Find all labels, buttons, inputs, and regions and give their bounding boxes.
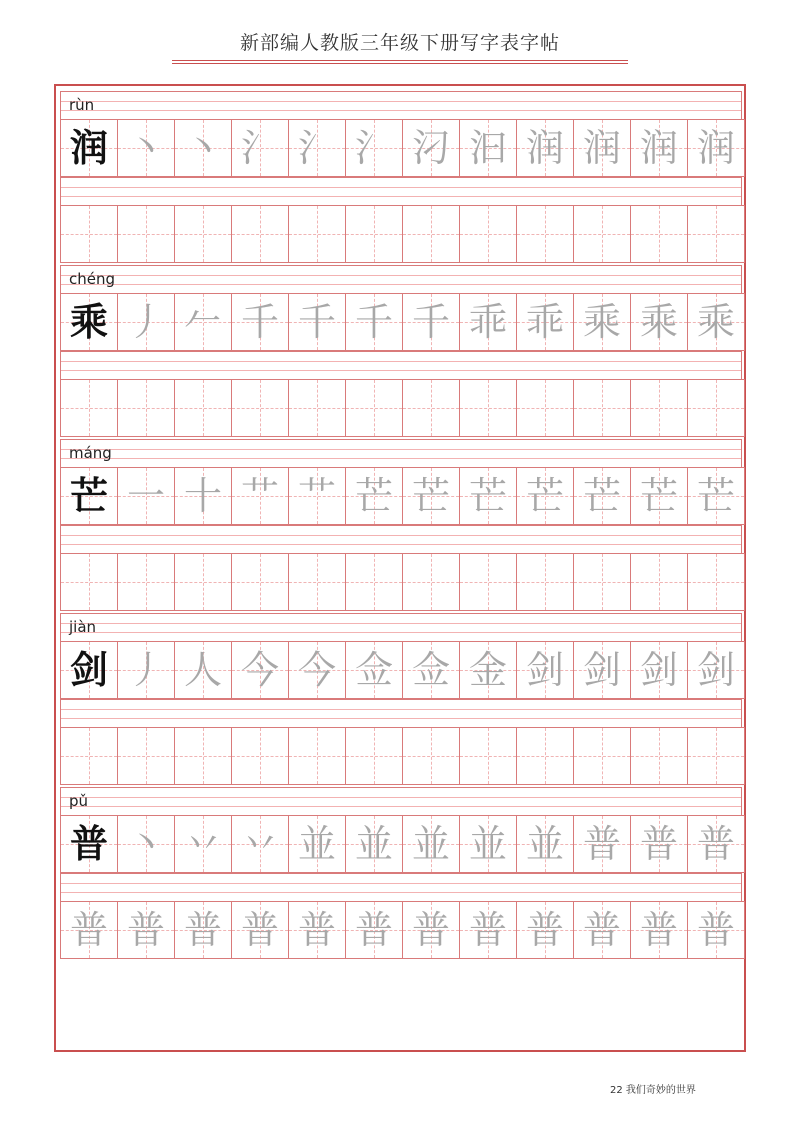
practice-cell[interactable]	[459, 727, 517, 785]
stroke-step-cell	[174, 293, 232, 351]
practice-row	[60, 379, 745, 437]
model-character: 芒	[69, 473, 108, 518]
practice-cell[interactable]	[60, 379, 118, 437]
stroke-step: 氵	[354, 126, 393, 170]
practice-cell[interactable]	[174, 901, 232, 959]
character-block	[60, 265, 742, 439]
stroke-step: 千	[354, 300, 393, 344]
stroke-step: 丷	[240, 822, 279, 866]
stroke-step-cell	[345, 293, 403, 351]
stroke-step: 並	[411, 822, 450, 866]
practice-row	[60, 205, 745, 263]
stroke-step-cell	[345, 119, 403, 177]
stroke-step: 剑	[582, 648, 621, 692]
practice-grid	[60, 91, 742, 961]
practice-cell[interactable]	[630, 379, 688, 437]
practice-cell[interactable]	[174, 379, 232, 437]
practice-cell[interactable]	[117, 727, 175, 785]
stroke-step: 芒	[582, 474, 621, 518]
stroke-step-cell	[402, 293, 460, 351]
trace-character: 普	[582, 908, 621, 952]
stroke-step: 芒	[525, 474, 564, 518]
stroke-step: 今	[240, 648, 279, 692]
practice-cell[interactable]	[687, 379, 745, 437]
practice-cell[interactable]	[60, 553, 118, 611]
stroke-step: 润	[582, 126, 621, 170]
model-character-cell	[60, 119, 118, 177]
stroke-step: 剑	[639, 648, 678, 692]
stroke-step-cell	[345, 641, 403, 699]
stroke-step: 芒	[696, 474, 735, 518]
stroke-step-cell	[345, 467, 403, 525]
practice-cell[interactable]	[231, 205, 289, 263]
stroke-step-cell	[402, 119, 460, 177]
stroke-step: 𠂉	[183, 300, 222, 344]
stroke-step: 剑	[525, 648, 564, 692]
stroke-step: 乖	[468, 300, 507, 344]
trace-character: 普	[183, 908, 222, 952]
handwriting-band	[60, 699, 742, 728]
practice-cell[interactable]	[516, 901, 574, 959]
practice-cell[interactable]	[516, 205, 574, 263]
stroke-step: 一	[126, 474, 165, 518]
practice-cell[interactable]	[516, 379, 574, 437]
stroke-step: 汈	[411, 126, 450, 170]
stroke-step: 芒	[354, 474, 393, 518]
stroke-step: 今	[297, 648, 336, 692]
stroke-step-cell	[630, 815, 688, 873]
practice-cell[interactable]	[117, 205, 175, 263]
practice-cell[interactable]	[402, 379, 460, 437]
practice-cell[interactable]	[345, 379, 403, 437]
stroke-step: 润	[525, 126, 564, 170]
stroke-step-cell	[231, 119, 289, 177]
page-title: 新部编人教版三年级下册写字表字帖	[239, 32, 560, 54]
practice-cell[interactable]	[345, 901, 403, 959]
stroke-order-row	[60, 119, 745, 177]
practice-cell[interactable]	[402, 205, 460, 263]
stroke-step: 千	[297, 300, 336, 344]
character-block	[60, 91, 742, 265]
stroke-step: 十	[183, 474, 222, 518]
practice-cell[interactable]	[687, 901, 745, 959]
stroke-step-cell	[459, 815, 517, 873]
stroke-step-cell	[117, 119, 175, 177]
stroke-step-cell	[687, 641, 745, 699]
practice-cell[interactable]	[630, 205, 688, 263]
model-character-cell	[60, 815, 118, 873]
stroke-step: 乘	[639, 300, 678, 344]
stroke-step-cell	[573, 293, 631, 351]
stroke-step: 乖	[525, 300, 564, 344]
page-footer: 22 我们奇妙的世界	[610, 1085, 696, 1096]
practice-cell[interactable]	[459, 553, 517, 611]
stroke-step-cell	[573, 467, 631, 525]
stroke-step-cell	[459, 119, 517, 177]
handwriting-band	[60, 177, 742, 206]
trace-character: 普	[297, 908, 336, 952]
practice-cell[interactable]	[174, 205, 232, 263]
practice-cell[interactable]	[630, 901, 688, 959]
stroke-step-cell	[174, 467, 232, 525]
practice-cell[interactable]	[630, 727, 688, 785]
stroke-step-cell	[630, 467, 688, 525]
stroke-step-cell	[459, 293, 517, 351]
stroke-step: 芒	[468, 474, 507, 518]
stroke-step-cell	[174, 119, 232, 177]
trace-character: 普	[240, 908, 279, 952]
practice-cell[interactable]	[60, 727, 118, 785]
stroke-step-cell	[231, 293, 289, 351]
practice-cell[interactable]	[117, 553, 175, 611]
trace-character: 普	[468, 908, 507, 952]
stroke-step: 艹	[240, 474, 279, 518]
stroke-step: 丷	[183, 822, 222, 866]
practice-cell[interactable]	[60, 901, 118, 959]
stroke-step-cell	[459, 641, 517, 699]
practice-cell[interactable]	[573, 379, 631, 437]
stroke-order-row	[60, 815, 745, 873]
practice-cell[interactable]	[117, 901, 175, 959]
stroke-step-cell	[687, 119, 745, 177]
practice-cell[interactable]	[345, 205, 403, 263]
practice-cell[interactable]	[516, 553, 574, 611]
stroke-step-cell	[516, 641, 574, 699]
stroke-step: 氵	[240, 126, 279, 170]
handwriting-band	[60, 525, 742, 554]
stroke-step: 普	[696, 822, 735, 866]
practice-cell[interactable]	[288, 727, 346, 785]
stroke-step-cell	[231, 815, 289, 873]
trace-character: 普	[639, 908, 678, 952]
pinyin-band	[60, 91, 742, 120]
practice-cell[interactable]	[516, 727, 574, 785]
stroke-step: 普	[639, 822, 678, 866]
stroke-step: 金	[468, 648, 507, 692]
practice-cell[interactable]	[231, 379, 289, 437]
trace-character: 普	[69, 908, 108, 952]
practice-cell[interactable]	[459, 901, 517, 959]
model-character: 乘	[69, 299, 108, 344]
stroke-step-cell	[345, 815, 403, 873]
stroke-step: 佥	[411, 648, 450, 692]
stroke-step-cell	[516, 119, 574, 177]
stroke-step-cell	[516, 293, 574, 351]
practice-cell[interactable]	[174, 727, 232, 785]
stroke-step-cell	[288, 119, 346, 177]
stroke-step-cell	[573, 641, 631, 699]
practice-cell[interactable]	[117, 379, 175, 437]
stroke-step-cell	[117, 467, 175, 525]
stroke-step-cell	[117, 293, 175, 351]
stroke-order-row	[60, 641, 745, 699]
stroke-step-cell	[402, 815, 460, 873]
stroke-step-cell	[630, 293, 688, 351]
trace-character: 普	[696, 908, 735, 952]
stroke-step-cell	[402, 467, 460, 525]
stroke-step-cell	[174, 641, 232, 699]
stroke-order-row	[60, 467, 745, 525]
stroke-step: 並	[525, 822, 564, 866]
stroke-step: 乘	[582, 300, 621, 344]
model-character-cell	[60, 467, 118, 525]
title-rule-bottom	[172, 63, 628, 64]
stroke-step: 丶	[126, 822, 165, 866]
stroke-step-cell	[288, 641, 346, 699]
title-rule-top	[172, 60, 628, 61]
pinyin-label: jiàn	[69, 618, 97, 636]
stroke-step: 润	[696, 126, 735, 170]
practice-cell[interactable]	[573, 553, 631, 611]
practice-cell[interactable]	[288, 553, 346, 611]
stroke-step-cell	[630, 119, 688, 177]
practice-row	[60, 553, 745, 611]
practice-cell[interactable]	[288, 379, 346, 437]
model-character-cell	[60, 293, 118, 351]
stroke-step: 剑	[696, 648, 735, 692]
practice-sheet	[54, 84, 746, 1052]
practice-row	[60, 901, 745, 959]
stroke-step-cell	[288, 293, 346, 351]
practice-cell[interactable]	[231, 727, 289, 785]
practice-cell[interactable]	[231, 901, 289, 959]
stroke-step-cell	[459, 467, 517, 525]
pinyin-band	[60, 265, 742, 294]
practice-cell[interactable]	[687, 727, 745, 785]
stroke-step: 艹	[297, 474, 336, 518]
stroke-step: 汩	[468, 126, 507, 170]
practice-cell[interactable]	[402, 553, 460, 611]
stroke-step: 芒	[411, 474, 450, 518]
stroke-step: 佥	[354, 648, 393, 692]
practice-cell[interactable]	[174, 553, 232, 611]
stroke-step: 丶	[183, 126, 222, 170]
stroke-step: 丶	[126, 126, 165, 170]
practice-cell[interactable]	[402, 727, 460, 785]
trace-character: 普	[525, 908, 564, 952]
pinyin-band	[60, 787, 742, 816]
practice-cell[interactable]	[459, 379, 517, 437]
trace-character: 普	[126, 908, 165, 952]
stroke-step-cell	[117, 815, 175, 873]
stroke-step: 乘	[696, 300, 735, 344]
practice-cell[interactable]	[687, 553, 745, 611]
stroke-step: 千	[411, 300, 450, 344]
practice-cell[interactable]	[630, 553, 688, 611]
trace-character: 普	[354, 908, 393, 952]
pinyin-label: rùn	[69, 96, 95, 114]
practice-cell[interactable]	[459, 205, 517, 263]
stroke-step-cell	[687, 467, 745, 525]
practice-row	[60, 727, 745, 785]
stroke-step: 氵	[297, 126, 336, 170]
practice-cell[interactable]	[573, 727, 631, 785]
stroke-step-cell	[174, 815, 232, 873]
model-character: 剑	[69, 647, 108, 692]
stroke-step-cell	[687, 293, 745, 351]
pinyin-label: pǔ	[69, 792, 89, 810]
practice-cell[interactable]	[288, 901, 346, 959]
stroke-step: 千	[240, 300, 279, 344]
stroke-step-cell	[516, 467, 574, 525]
model-character: 润	[69, 125, 108, 170]
model-character-cell	[60, 641, 118, 699]
character-block	[60, 439, 742, 613]
stroke-step: 芒	[639, 474, 678, 518]
trace-character: 普	[411, 908, 450, 952]
stroke-step: 润	[639, 126, 678, 170]
model-character: 普	[69, 821, 108, 866]
pinyin-label: chéng	[69, 270, 116, 288]
stroke-step-cell	[516, 815, 574, 873]
pinyin-label: máng	[69, 444, 112, 462]
stroke-step-cell	[231, 641, 289, 699]
stroke-step-cell	[117, 641, 175, 699]
stroke-step: 並	[354, 822, 393, 866]
practice-cell[interactable]	[402, 901, 460, 959]
stroke-step-cell	[573, 815, 631, 873]
stroke-step-cell	[402, 641, 460, 699]
handwriting-band	[60, 351, 742, 380]
stroke-step: 人	[183, 648, 222, 692]
practice-cell[interactable]	[573, 901, 631, 959]
stroke-step: 並	[468, 822, 507, 866]
practice-cell[interactable]	[60, 205, 118, 263]
stroke-step: 並	[297, 822, 336, 866]
stroke-step-cell	[687, 815, 745, 873]
stroke-step: 丿	[126, 648, 165, 692]
stroke-step-cell	[573, 119, 631, 177]
handwriting-band	[60, 873, 742, 902]
stroke-step-cell	[630, 641, 688, 699]
stroke-step: 普	[582, 822, 621, 866]
practice-cell[interactable]	[288, 205, 346, 263]
pinyin-band	[60, 613, 742, 642]
stroke-step-cell	[288, 815, 346, 873]
stroke-order-row	[60, 293, 745, 351]
stroke-step-cell	[231, 467, 289, 525]
character-block	[60, 613, 742, 787]
practice-cell[interactable]	[345, 727, 403, 785]
stroke-step: 丿	[126, 300, 165, 344]
practice-cell[interactable]	[345, 553, 403, 611]
pinyin-band	[60, 439, 742, 468]
practice-cell[interactable]	[573, 205, 631, 263]
practice-cell[interactable]	[231, 553, 289, 611]
character-block	[60, 787, 742, 961]
stroke-step-cell	[288, 467, 346, 525]
practice-cell[interactable]	[687, 205, 745, 263]
